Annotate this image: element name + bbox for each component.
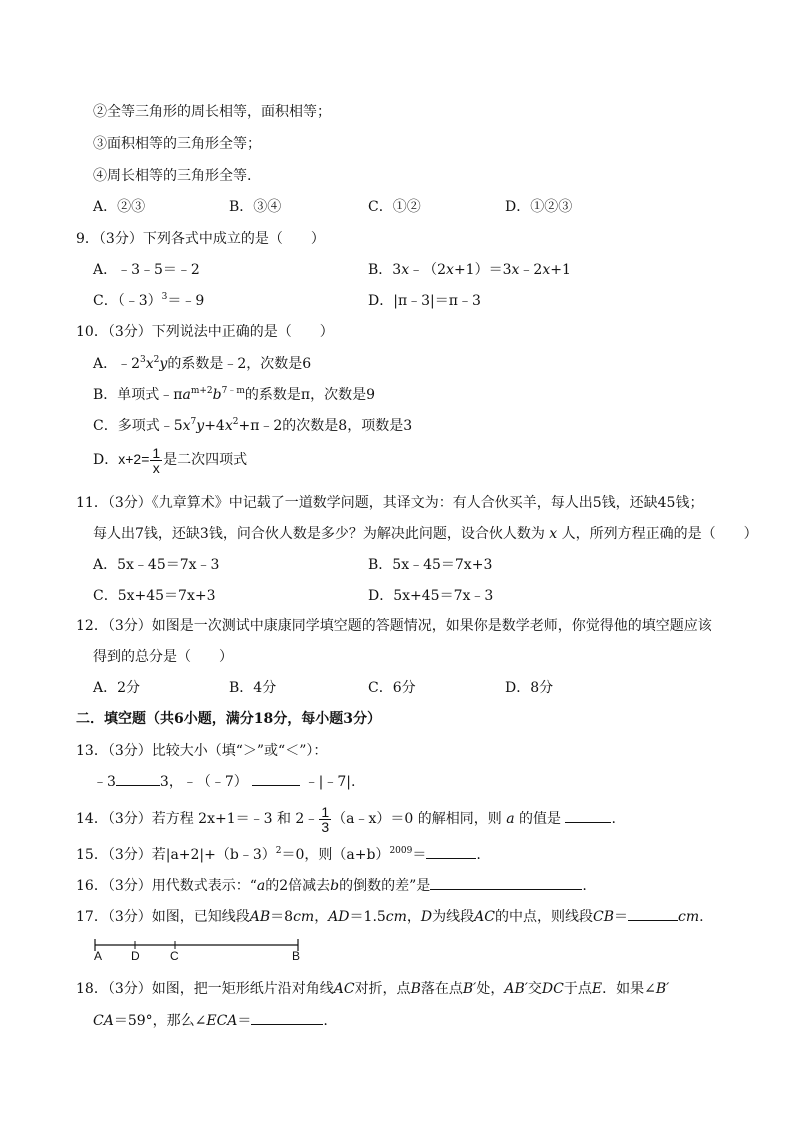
q10-option-b: B．单项式$﹣\pi a^{m+2}b^{7﹣m}$的系数是π，次数是9 <box>93 386 376 403</box>
segment-line <box>90 935 310 951</box>
q12-option-d: D．8分 <box>505 680 554 696</box>
answer-blank[interactable] <box>116 773 160 786</box>
q9-option-d: D．|π﹣3|＝π﹣3 <box>368 293 481 309</box>
q8-option-d: D．①②③ <box>505 199 573 215</box>
answer-blank[interactable] <box>430 877 582 890</box>
q11-option-a: A．5x﹣45＝7x﹣3 <box>93 557 220 573</box>
q9-option-a: A．﹣3﹣5＝﹣2 <box>93 262 200 278</box>
q8-statement-2: ②全等三角形的周长相等，面积相等； <box>93 104 331 120</box>
answer-blank[interactable] <box>565 810 611 823</box>
q18-line-2: CA＝59°，那么∠ECA＝ . <box>93 1013 328 1029</box>
q12-option-b: B．4分 <box>229 680 277 696</box>
q10-option-c: C．多项式$﹣5x^7y+4x^2+\pi﹣2$的次数是8，项数是3 <box>93 417 413 434</box>
q10-stem: 10．（3分）下列说法中正确的是（ ） <box>76 324 334 340</box>
q8-statement-4: ④周长相等的三角形全等. <box>93 168 252 184</box>
q18-line-1: 18．（3分）如图，把一矩形纸片沿对角线AC对折，点B落在点B′处，AB′交DC于点E．如果∠B′ <box>76 981 670 997</box>
q12-option-c: C．6分 <box>368 680 416 696</box>
answer-blank[interactable] <box>251 1012 323 1025</box>
q8-statement-3: ③面积相等的三角形全等； <box>93 136 261 152</box>
fraction-1-over-x: $\frac{1}{x}$ <box>152 444 161 476</box>
q13-expression: ﹣3 3，﹣（﹣7） ﹣|﹣7|. <box>93 774 356 790</box>
q12-line-2: 得到的总分是（ ） <box>93 649 233 665</box>
q15-stem: 15．（3分）若|a+2|+（b﹣3）$^2$＝0，则$(a+b)^{2009}=$ . <box>76 846 481 863</box>
q11-option-b: B．5x﹣45＝7x+3 <box>368 557 493 573</box>
q8-option-c: C．①② <box>368 199 421 215</box>
q11-option-c: C．5x+45＝7x+3 <box>93 588 216 604</box>
q8-option-a: A．②③ <box>93 199 146 215</box>
q8-option-b: B．③④ <box>229 199 282 215</box>
q13-stem: 13．（3分）比较大小（填“＞”或“＜”）： <box>76 743 328 759</box>
point-label-a: A <box>94 949 103 963</box>
q9-stem: 9．（3分）下列各式中成立的是（ ） <box>76 231 325 247</box>
point-label-c: C <box>170 949 179 963</box>
segment-diagram <box>90 935 310 965</box>
q9-option-b: B．3x﹣（2x+1）＝3x﹣2x+1 <box>368 262 571 278</box>
answer-blank[interactable] <box>426 846 476 859</box>
point-label-d: D <box>131 949 140 963</box>
q14-stem: 14．（3分）若方程 2x+1＝﹣3 和 2﹣ $\frac{1}{3}$ （a﹣x）＝0 的解相同，则 a 的值是 . <box>76 803 616 835</box>
answer-blank[interactable] <box>252 773 300 786</box>
q11-line-1: 11．（3分）《九章算术》中记载了一道数学问题，其译文为：有人合伙买羊，每人出5钱，还缺45钱； <box>76 495 704 511</box>
fraction-1-over-3: $\frac{1}{3}$ <box>321 803 330 835</box>
point-label-b: B <box>292 949 301 963</box>
answer-blank[interactable] <box>628 908 678 921</box>
q12-line-1: 12．（3分）如图是一次测试中康康同学填空题的答题情况，如果你是数学老师，你觉得他的填空题应该 <box>76 618 712 634</box>
q17-stem: 17．（3分）如图，已知线段AB＝8cm，AD＝1.5cm，D为线段AC的中点，则线段CB＝ cm. <box>76 909 704 925</box>
q11-line-2: 每人出7钱，还缺3钱，问合伙人数是多少？为解决此问题，设合伙人数为 x 人，所列方程正确的是（ ） <box>93 526 758 542</box>
q10-option-a: A．$﹣2^3x^2y$的系数是﹣2，次数是6 <box>93 355 312 372</box>
q11-option-d: D．5x+45＝7x﹣3 <box>368 588 494 604</box>
section-heading-fill-in: 二．填空题（共6小题，满分18分，每小题3分） <box>76 711 381 727</box>
q9-option-c: C．（﹣3）$^3$＝﹣9 <box>93 292 205 309</box>
q16-stem: 16．（3分）用代数式表示：“a的2倍减去b的倒数的差”是 . <box>76 878 587 894</box>
q12-option-a: A．2分 <box>93 680 141 696</box>
q10-option-d: D．x+2= $\frac{1}{x}$ 是二次四项式 <box>93 444 248 476</box>
